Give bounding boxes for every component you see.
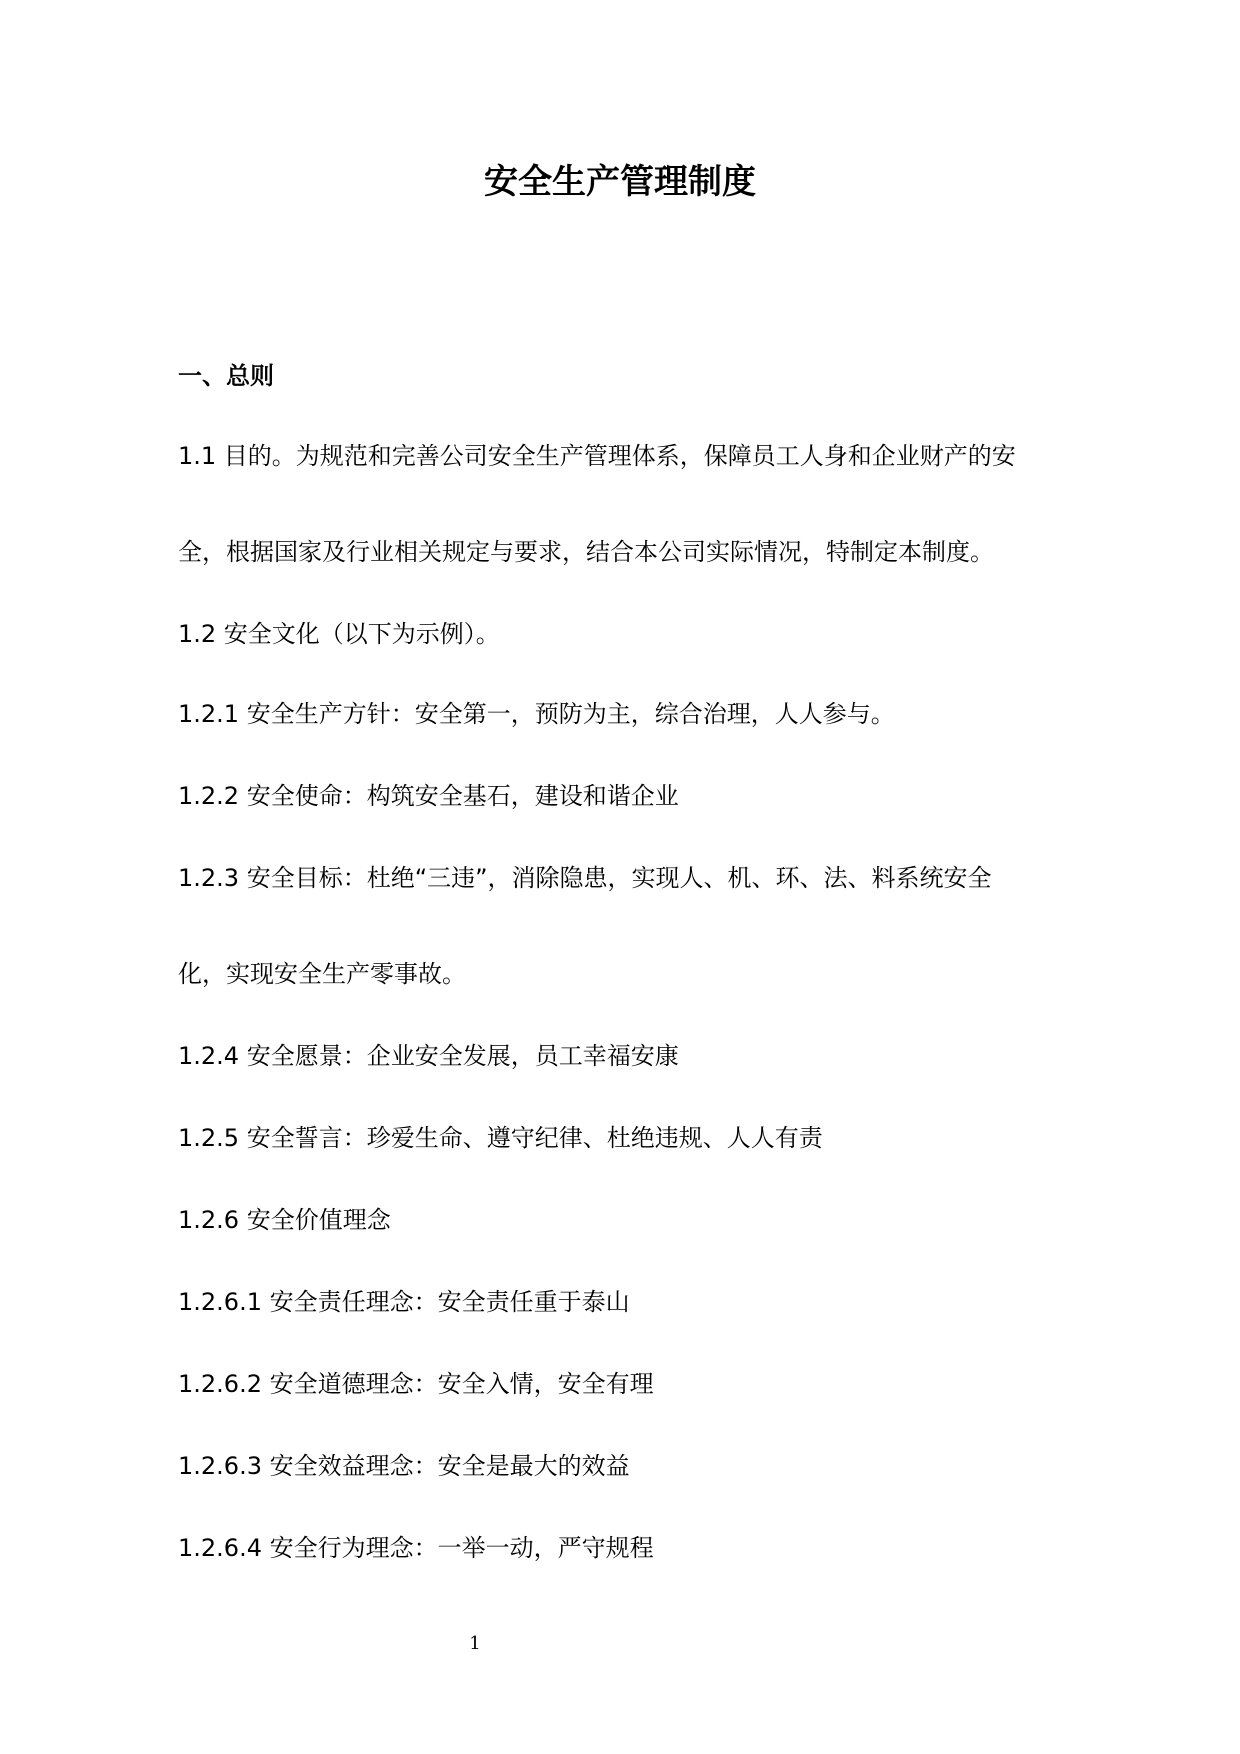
page-number: 1	[469, 1633, 481, 1654]
paragraph-1-2-1: 1.2.1 安全生产方针：安全第一，预防为主，综合治理，人人参与。	[178, 700, 895, 728]
paragraph-1-2-5: 1.2.5 安全誓言：珍爱生命、遵守纪律、杜绝违规、人人有责	[178, 1124, 823, 1152]
paragraph-1-1-line-2: 全，根据国家及行业相关规定与要求，结合本公司实际情况，特制定本制度。	[178, 538, 994, 566]
paragraph-1-2-6-2: 1.2.6.2 安全道德理念：安全入情，安全有理	[178, 1370, 654, 1398]
paragraph-1-2-2: 1.2.2 安全使命：构筑安全基石，建设和谐企业	[178, 782, 679, 810]
paragraph-1-2-3-line-1: 1.2.3 安全目标：杜绝“三违”，消除隐患，实现人、机、环、法、料系统安全	[178, 864, 992, 892]
paragraph-1-1-line-1: 1.1 目的。为规范和完善公司安全生产管理体系，保障员工人身和企业财产的安	[178, 442, 1016, 470]
paragraph-1-2-4: 1.2.4 安全愿景：企业安全发展，员工幸福安康	[178, 1042, 679, 1070]
paragraph-1-2-6-3: 1.2.6.3 安全效益理念：安全是最大的效益	[178, 1452, 630, 1480]
paragraph-1-2-3-line-2: 化，实现安全生产零事故。	[178, 960, 466, 988]
paragraph-1-2-6-1: 1.2.6.1 安全责任理念：安全责任重于泰山	[178, 1288, 630, 1316]
paragraph-1-2-6: 1.2.6 安全价值理念	[178, 1206, 391, 1234]
document-title: 安全生产管理制度	[484, 162, 756, 202]
paragraph-1-2: 1.2 安全文化（以下为示例）。	[178, 620, 500, 648]
section-heading-general: 一、总则	[178, 362, 274, 390]
paragraph-1-2-6-4: 1.2.6.4 安全行为理念：一举一动，严守规程	[178, 1534, 654, 1562]
